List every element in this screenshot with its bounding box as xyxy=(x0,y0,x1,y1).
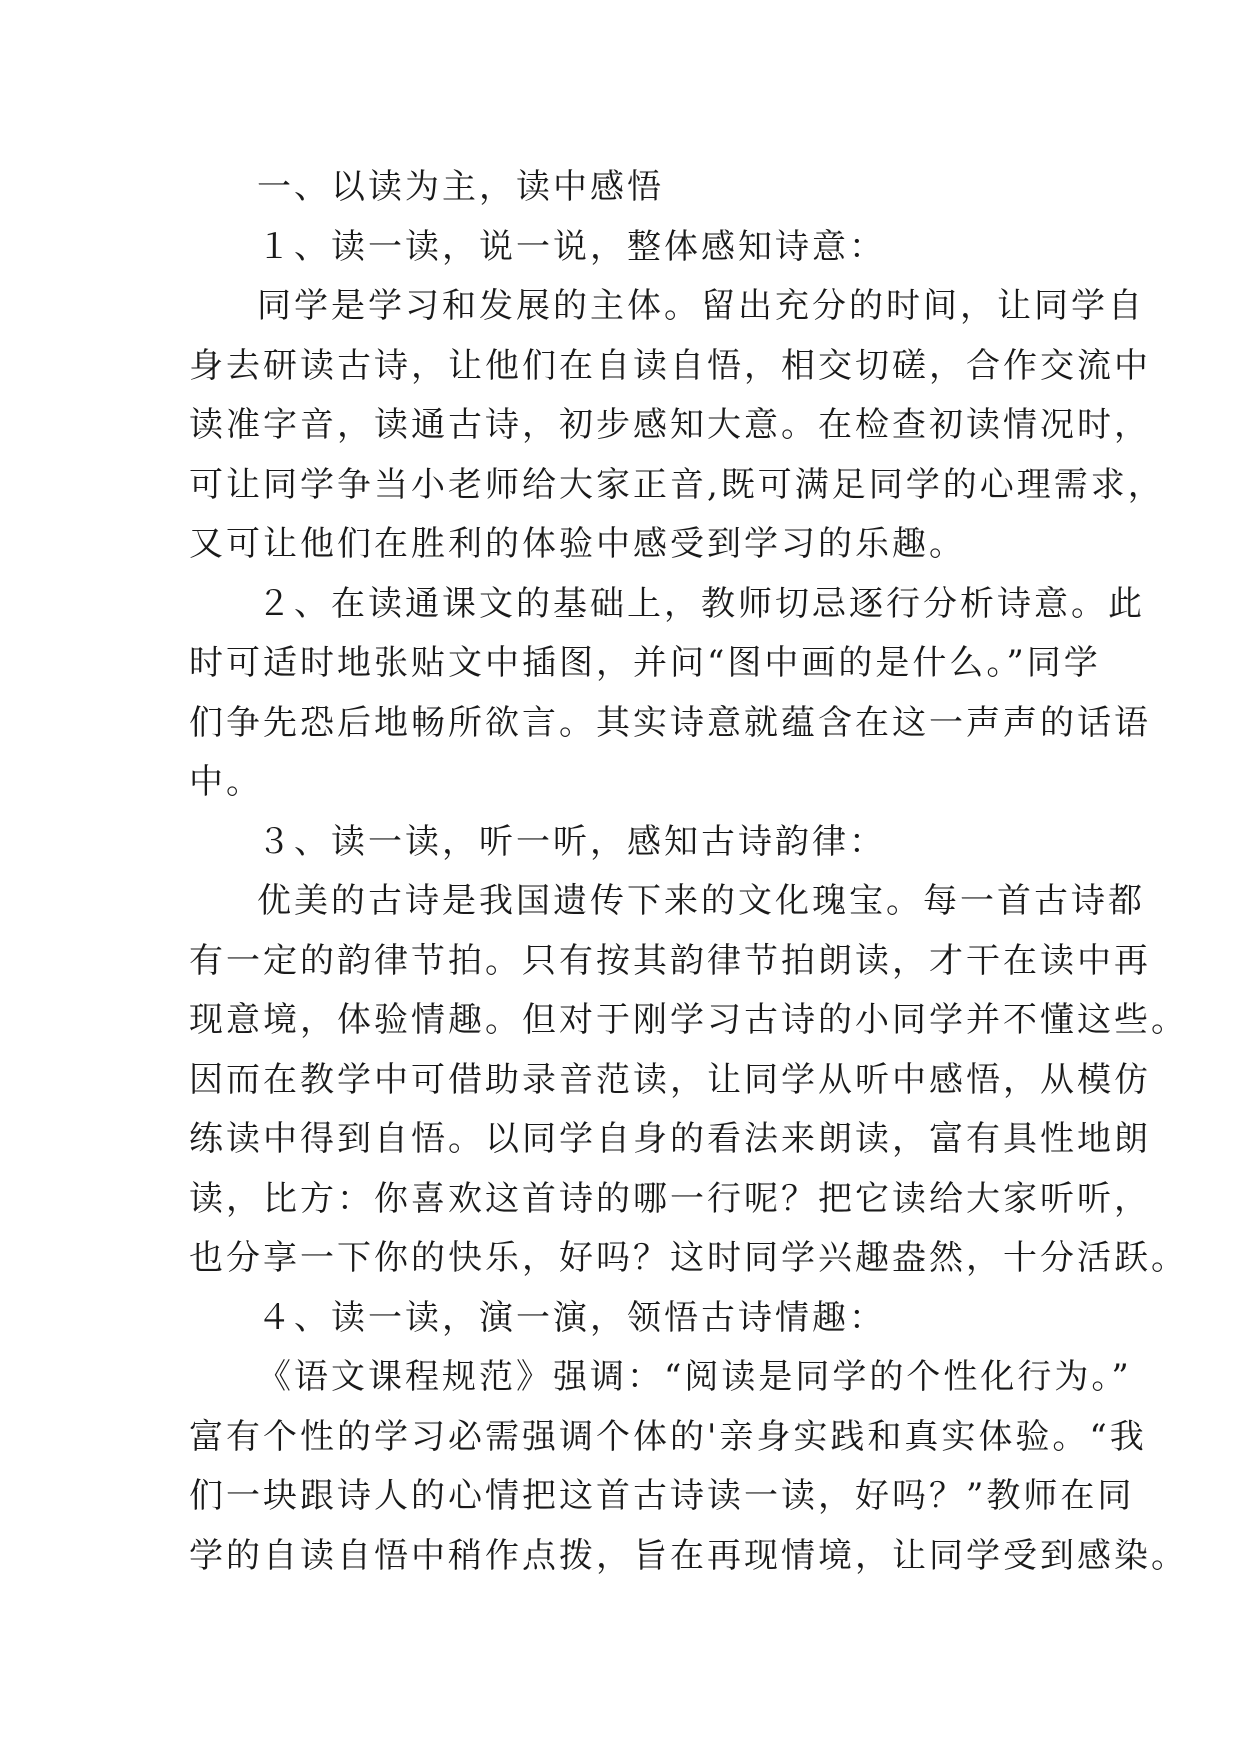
section-heading: 一、以读为主，读中感悟 xyxy=(257,167,664,207)
paragraph-line: 也分享一下你的快乐，好吗？这时同学兴趣盎然，十分活跃。 xyxy=(189,1238,1188,1278)
list-item-heading: ３、读一读，听一听，感知古诗韵律： xyxy=(257,821,886,862)
paragraph-line: 同学是学习和发展的主体。留出充分的时间，让同学自 xyxy=(257,286,1145,326)
paragraph-line: 现意境，体验情趣。但对于刚学习古诗的小同学并不懂这些。 xyxy=(189,1000,1188,1040)
paragraph-line: 练读中得到自悟。以同学自身的看法来朗读，富有具性地朗 xyxy=(189,1119,1151,1159)
paragraph-line: 《语文课程规范》强调：“阅读是同学的个性化行为。” xyxy=(257,1357,1132,1397)
paragraph-line: 可让同学争当小老师给大家正音,既可满足同学的心理需求， xyxy=(189,464,1165,505)
paragraph-line: 读，比方：你喜欢这首诗的哪一行呢？把它读给大家听听， xyxy=(189,1178,1151,1219)
paragraph-line: 优美的古诗是我国遗传下来的文化瑰宝。每一首古诗都 xyxy=(257,881,1145,921)
list-item-heading: １、读一读，说一说，整体感知诗意： xyxy=(257,226,886,267)
document-body xyxy=(189,158,1188,1586)
paragraph-line: 读准字音，读通古诗，初步感知大意。在检查初读情况时， xyxy=(189,405,1151,445)
paragraph-line: 富有个性的学习必需强调个体的'亲身实践和真实体验。“我 xyxy=(189,1416,1147,1457)
paragraph-line: 们一块跟诗人的心情把这首古诗读一读，好吗？”教师在同 xyxy=(189,1476,1135,1516)
paragraph-line: 身去研读古诗，让他们在自读自悟，相交切磋，合作交流中 xyxy=(189,345,1151,386)
paragraph-line: 学的自读自悟中稍作点拨，旨在再现情境，让同学受到感染。 xyxy=(189,1535,1188,1576)
paragraph-line: 们争先恐后地畅所欲言。其实诗意就蕴含在这一声声的话语 xyxy=(189,702,1151,743)
paragraph-line: 有一定的韵律节拍。只有按其韵律节拍朗读，才干在读中再 xyxy=(189,940,1151,981)
paragraph-line: 又可让他们在胜利的体验中感受到学习的乐趣。 xyxy=(189,524,966,564)
paragraph-line: 中。 xyxy=(189,762,263,802)
paragraph-line: ２、在读通课文的基础上，教师切忌逐行分析诗意。此 xyxy=(257,583,1145,624)
list-item-heading: ４、读一读，演一演，领悟古诗情趣： xyxy=(257,1297,886,1338)
paragraph-line: 时可适时地张贴文中插图，并问“图中画的是什么。”同学 xyxy=(189,643,1101,683)
paragraph-line: 因而在教学中可借助录音范读，让同学从听中感悟，从模仿 xyxy=(189,1059,1151,1100)
